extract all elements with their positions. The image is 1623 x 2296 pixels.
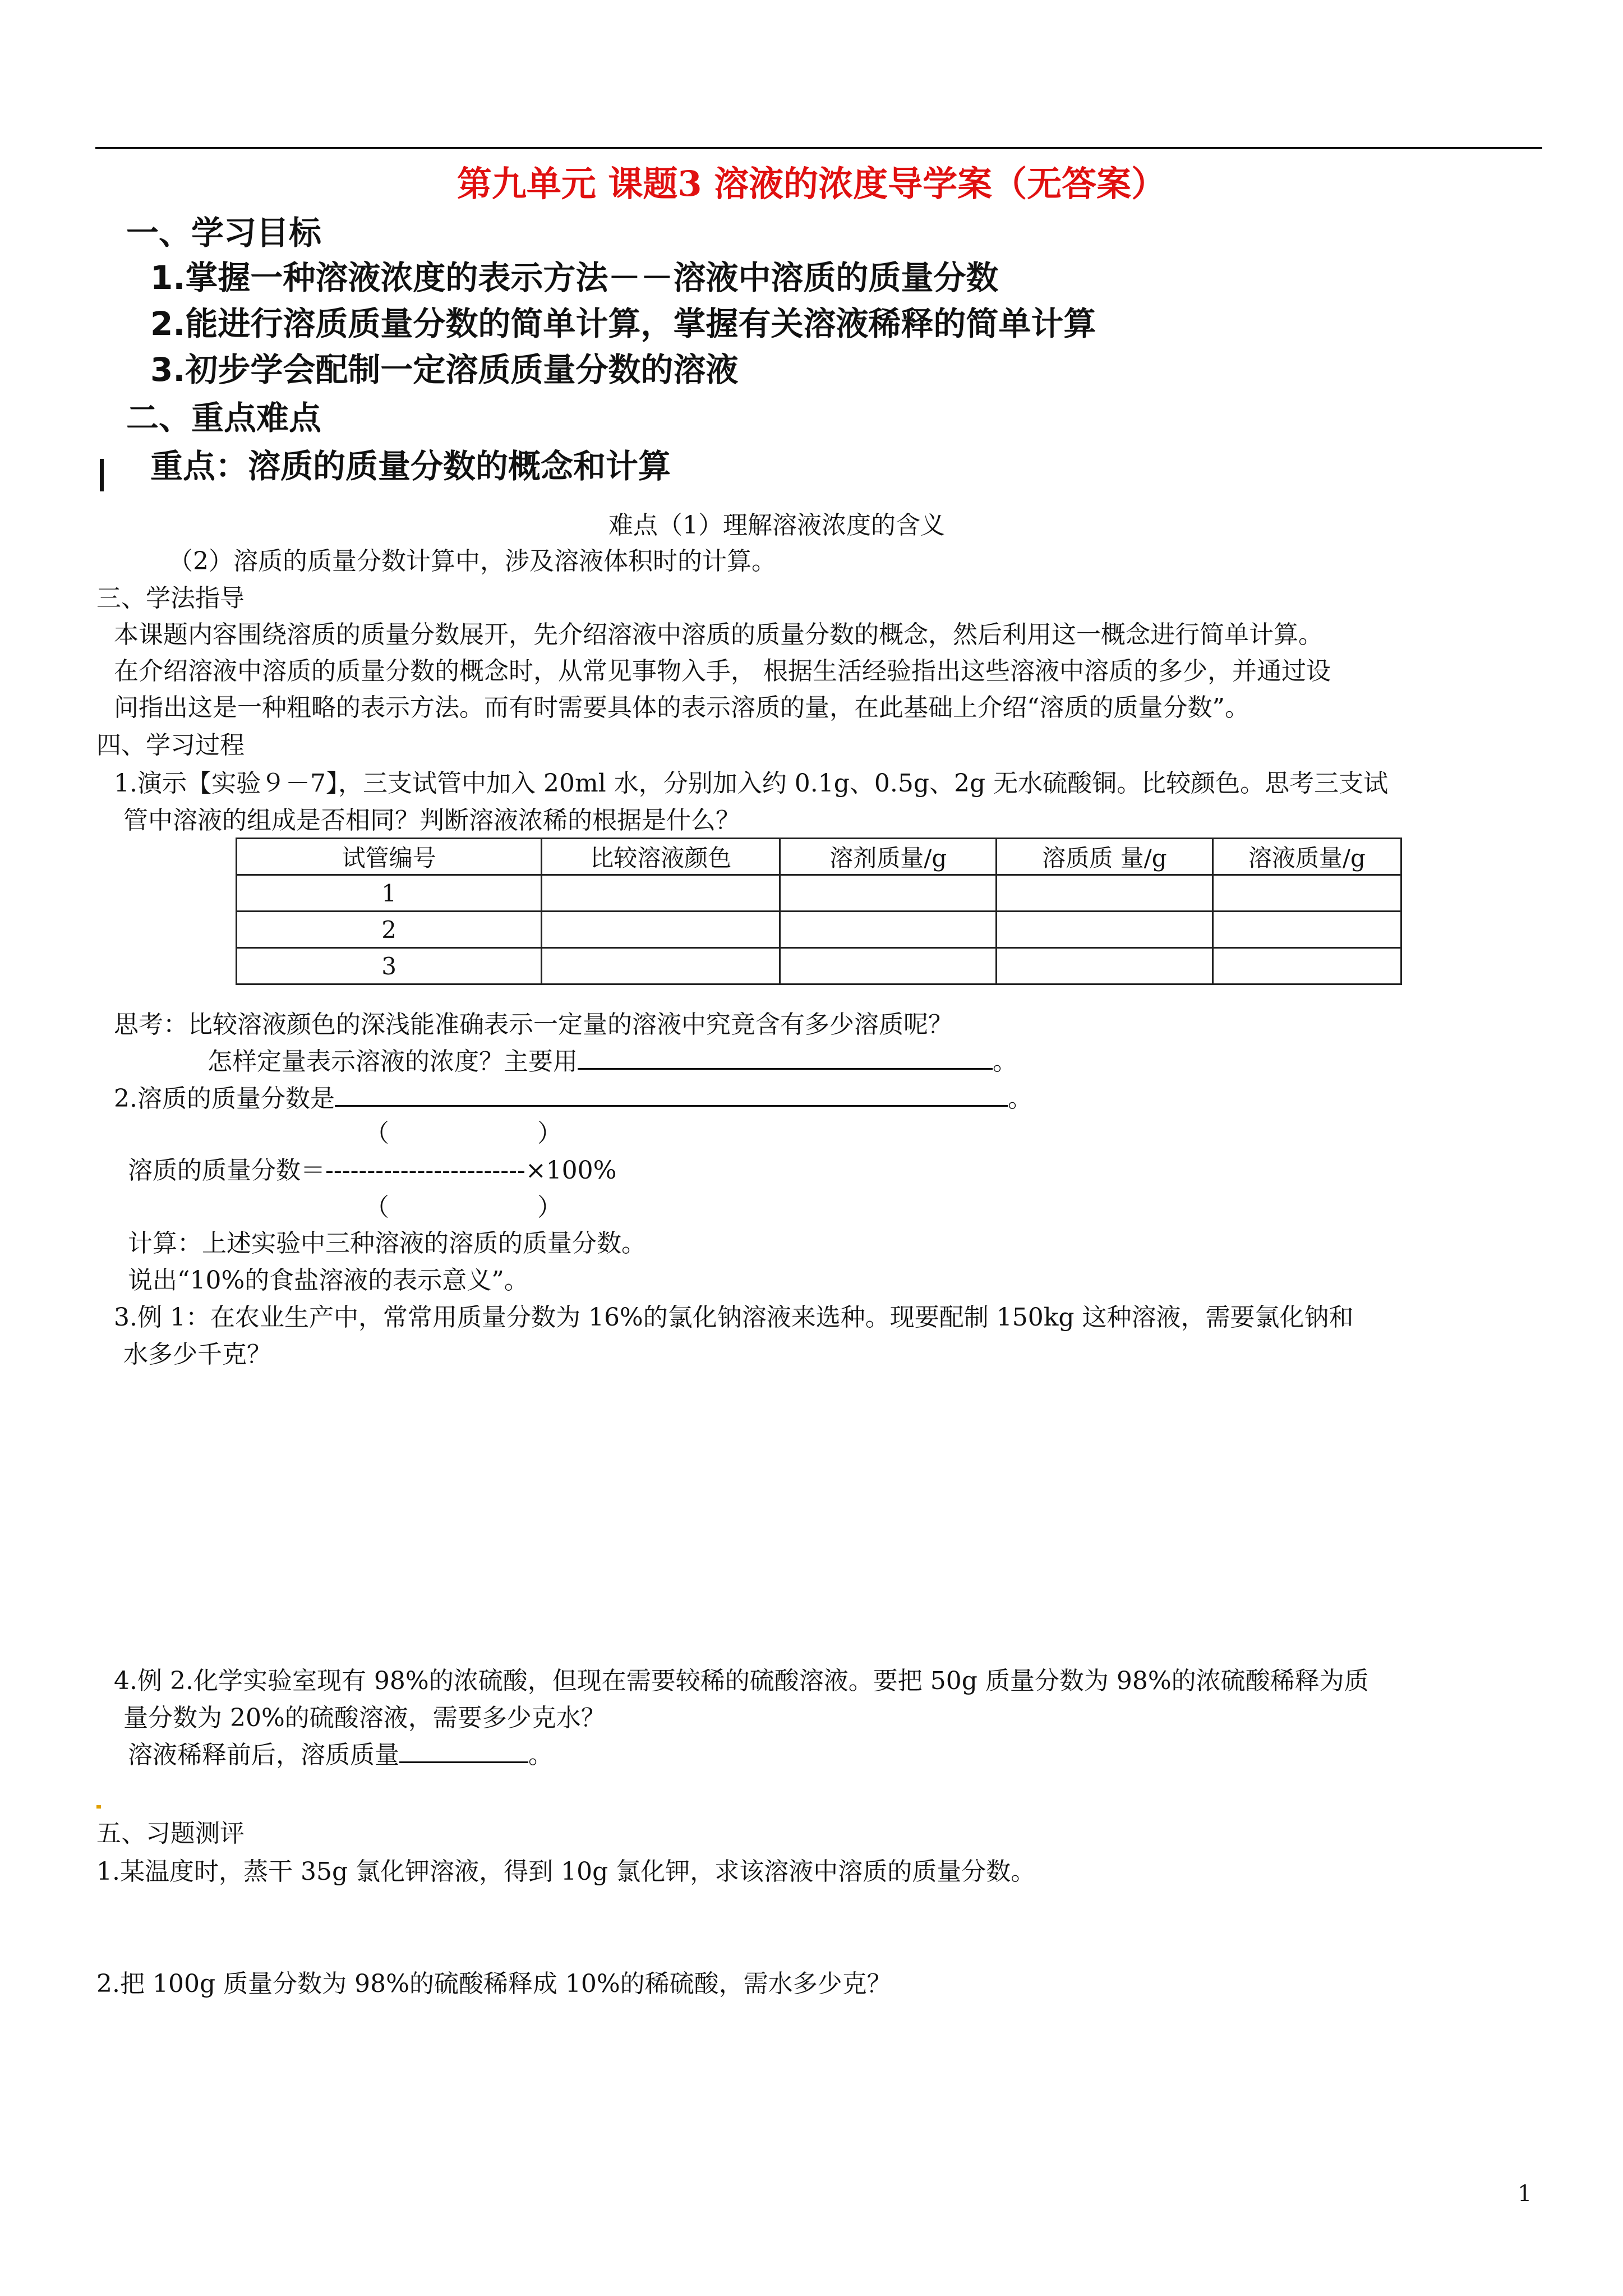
table-cell xyxy=(997,912,1213,948)
experiment-line-1: 1.演示【实验９－7】，三支试管中加入 20ml 水，分别加入约 0.1g、0.5g、2g 无水硫酸铜。比较颜色。思考三支试 xyxy=(114,769,1389,798)
table-row xyxy=(237,875,1401,912)
section-1-heading: 一、学习目标 xyxy=(126,214,322,252)
period: 。 xyxy=(1007,1084,1032,1113)
table-row xyxy=(237,912,1401,948)
margin-bar xyxy=(100,459,104,491)
definition-line xyxy=(114,1078,1032,1114)
answer-blank[interactable] xyxy=(399,1739,528,1763)
experiment-table xyxy=(236,838,1402,985)
think-question-1: 思考：比较溶液颜色的深浅能准确表示一定量的溶液中究竟含有多少溶质呢？ xyxy=(114,1010,953,1039)
dilution-line xyxy=(128,1734,553,1770)
fraction-bar: ------------------------ xyxy=(325,1156,525,1185)
table-cell xyxy=(1212,948,1401,984)
formula-line xyxy=(128,1150,616,1186)
header-cell: 溶质质 量/g xyxy=(997,839,1213,875)
think-question-2-text: 怎样定量表示溶液的浓度？主要用 xyxy=(208,1047,578,1076)
objective-1: 1.掌握一种溶液浓度的表示方法－－溶液中溶质的质量分数 xyxy=(150,259,999,297)
experiment-line-2: 管中溶液的组成是否相同？判断溶液浓稀的根据是什么？ xyxy=(123,806,740,835)
header-cell: 试管编号 xyxy=(237,839,542,875)
table-cell xyxy=(1212,875,1401,912)
numerator-paren: （ ） xyxy=(365,1119,562,1148)
document-title: 第九单元 课题3 溶液的浓度导学案（无答案） xyxy=(457,163,1166,204)
tube-number: 1 xyxy=(237,875,542,912)
definition-text: 2.溶质的质量分数是 xyxy=(114,1084,335,1113)
objective-2: 2.能进行溶质质量分数的简单计算，掌握有关溶液稀释的简单计算 xyxy=(150,305,1096,343)
example-2-line-1: 4.例 2.化学实验室现有 98%的浓硫酸，但现在需要较稀的硫酸溶液。要把 50g 质量分数为 98%的浓硫酸稀释为质 xyxy=(114,1667,1369,1695)
table-cell xyxy=(997,875,1213,912)
dilution-text: 溶液稀释前后，溶质质量 xyxy=(128,1741,399,1769)
stray-mark xyxy=(96,1805,101,1809)
exercise-2: 2.把 100g 质量分数为 98%的硫酸稀释成 10%的稀硫酸，需水多少克？ xyxy=(96,1970,892,1998)
denominator-paren: （ ） xyxy=(365,1193,562,1222)
period: 。 xyxy=(993,1047,1017,1076)
table-cell xyxy=(542,912,780,948)
section-2-heading: 二、重点难点 xyxy=(126,399,322,437)
method-line-2: 在介绍溶液中溶质的质量分数的概念时，从常见事物入手， 根据生活经验指出这些溶液中溶质的多少，并通过设 xyxy=(114,657,1331,685)
page-number: 1 xyxy=(1518,2181,1532,2207)
method-line-3: 问指出这是一种粗略的表示方法。而有时需要具体的表示溶质的量，在此基础上介绍“溶质的质量分数”。 xyxy=(114,693,1249,722)
calc-task: 计算：上述实验中三种溶液的溶质的质量分数。 xyxy=(128,1229,646,1258)
section-3-heading: 三、学法指导 xyxy=(96,584,245,613)
table-cell xyxy=(1212,912,1401,948)
table-row xyxy=(237,948,1401,984)
header-cell: 溶液质量/g xyxy=(1212,839,1401,875)
formula-label: 溶质的质量分数＝ xyxy=(128,1156,325,1185)
tube-number: 3 xyxy=(237,948,542,984)
table-cell xyxy=(997,948,1213,984)
header-cell: 溶剂质量/g xyxy=(780,839,997,875)
table-cell xyxy=(780,948,997,984)
table-cell xyxy=(780,875,997,912)
header-cell: 比较溶液颜色 xyxy=(542,839,780,875)
difficulty-1: 难点（1）理解溶液浓度的含义 xyxy=(608,511,945,540)
method-line-1: 本课题内容围绕溶质的质量分数展开，先介绍溶液中溶质的质量分数的概念，然后利用这一概念进行简单计算。 xyxy=(114,620,1323,649)
header-rule xyxy=(95,147,1542,149)
table-cell xyxy=(780,912,997,948)
answer-blank[interactable] xyxy=(335,1083,1008,1107)
section-4-heading: 四、学习过程 xyxy=(96,731,245,760)
key-point: 重点：溶质的质量分数的概念和计算 xyxy=(150,447,671,485)
tube-number: 2 xyxy=(237,912,542,948)
table-header-row xyxy=(237,839,1401,875)
formula-tail: ×100% xyxy=(525,1156,617,1185)
meaning-task: 说出“10%的食盐溶液的表示意义”。 xyxy=(128,1266,529,1295)
table-cell xyxy=(542,875,780,912)
example-2-line-2: 量分数为 20%的硫酸溶液，需要多少克水？ xyxy=(123,1704,606,1732)
think-question-2 xyxy=(208,1041,1017,1077)
example-1-line-2: 水多少千克？ xyxy=(123,1340,271,1369)
example-1-line-1: 3.例 1：在农业生产中，常常用质量分数为 16%的氯化钠溶液来选种。现要配制 150kg 这种溶液，需要氯化钠和 xyxy=(114,1303,1354,1332)
section-5-heading: 五、习题测评 xyxy=(96,1819,245,1848)
period: 。 xyxy=(528,1741,553,1769)
exercise-1: 1.某温度时，蒸干 35g 氯化钾溶液，得到 10g 氯化钾，求该溶液中溶质的质量分数。 xyxy=(96,1857,1036,1886)
objective-3: 3.初步学会配制一定溶质质量分数的溶液 xyxy=(150,351,739,389)
answer-blank[interactable] xyxy=(578,1046,993,1070)
table-cell xyxy=(542,948,780,984)
difficulty-2: （2）溶质的质量分数计算中，涉及溶液体积时的计算。 xyxy=(168,547,776,576)
